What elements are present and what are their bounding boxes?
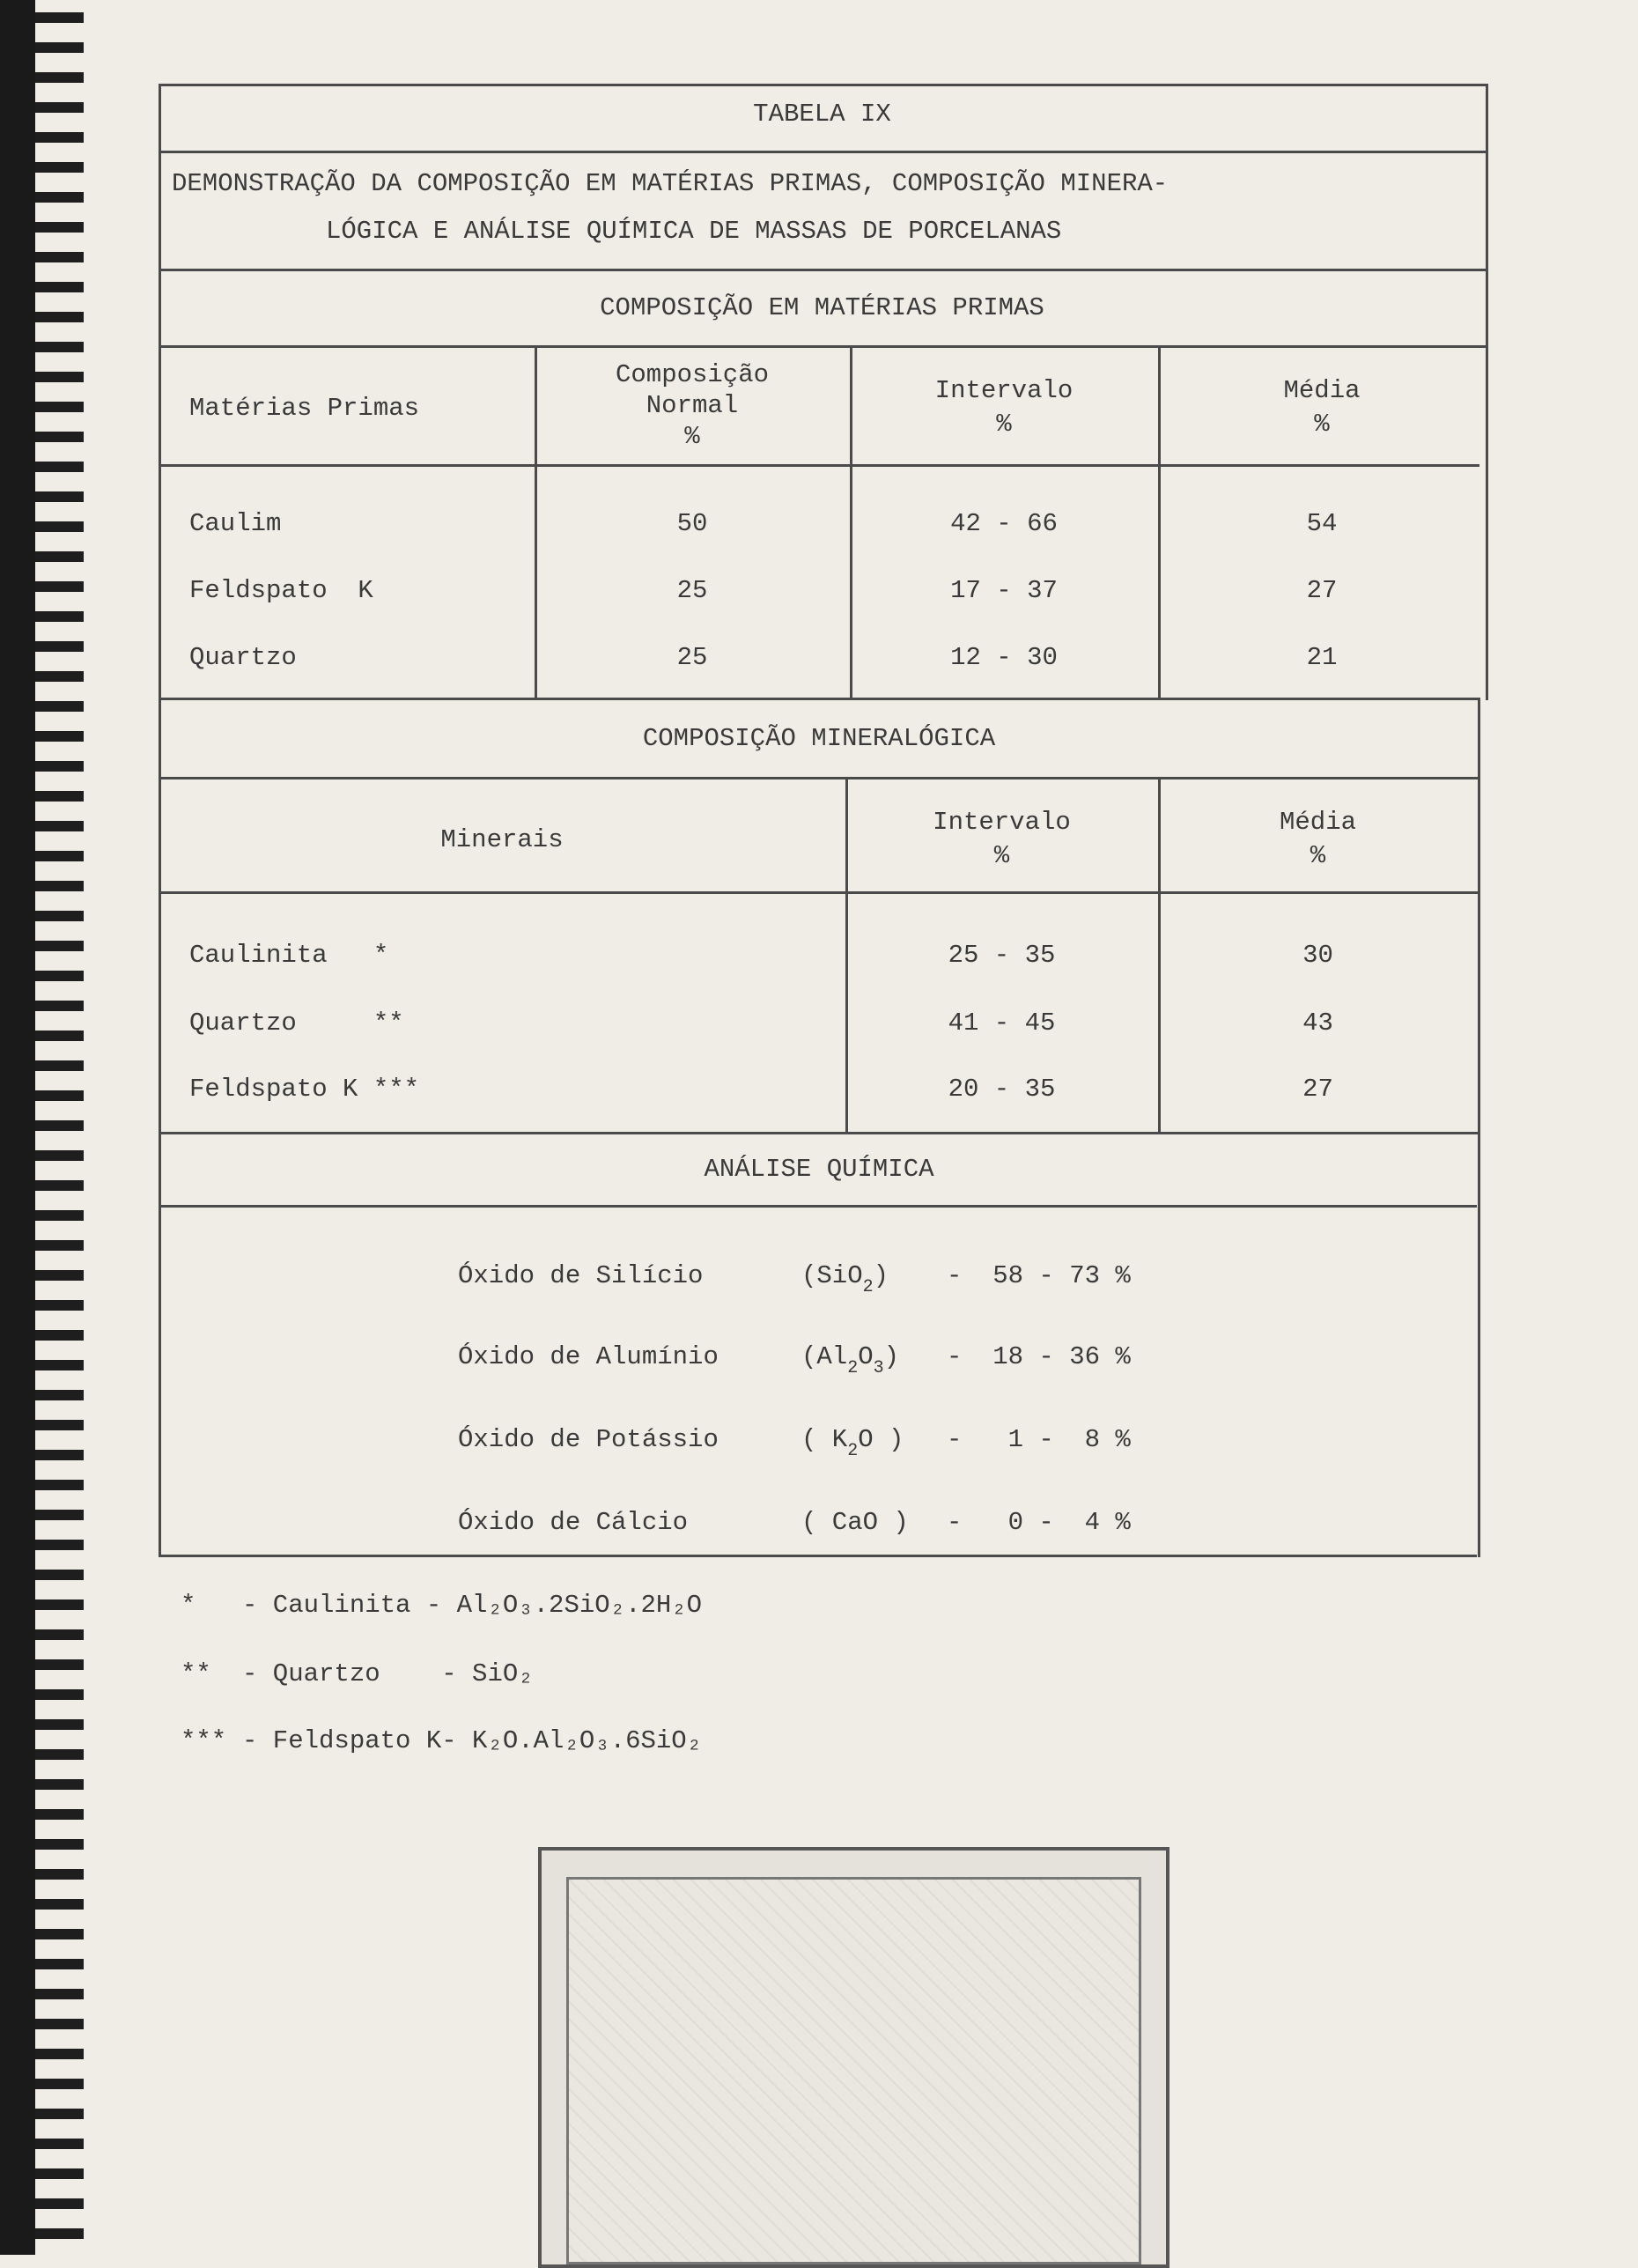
footnote-text: - Caulinita - Al₂O₃.2SiO₂.2H₂O [242,1591,703,1620]
row-mean: 21 [1306,643,1338,672]
row-name: Feldspato K *** [189,1075,420,1104]
chem-formula [801,1342,899,1378]
chem-range: - 18 - 36 % [947,1342,1131,1371]
header-text: Composição [615,360,770,389]
chem-range: - 1 - 8 % [947,1425,1131,1454]
formula-part: ( K [801,1425,848,1454]
row-mean: 43 [1302,1008,1333,1038]
row-mean: 54 [1306,509,1338,538]
formula-sub: 2 [847,1358,859,1378]
chem-range: - 0 - 4 % [947,1508,1131,1537]
col-header-mean [1158,374,1486,441]
col-header-interval [850,374,1158,441]
row-normal: 50 [676,509,708,538]
row-mean: 27 [1306,576,1338,605]
table-title: TABELA IX [753,100,891,129]
footnote-text: - Quartzo - SiO₂ [242,1659,534,1688]
formula-part: (Al [801,1342,848,1371]
header-text: % [1310,841,1326,870]
formula-part: ) [883,1342,900,1371]
row-name: Quartzo ** [189,1008,404,1038]
row-mean: 27 [1302,1075,1333,1104]
formula-part: ) [873,1261,889,1290]
footnote-mark: ** [181,1659,211,1688]
row-name: Caulim [189,509,282,538]
chem-name: Óxido de Cálcio [458,1508,689,1537]
formula-part: O [858,1342,874,1371]
formula-sub: 3 [873,1358,884,1378]
header-text: Intervalo [934,376,1074,405]
formula-part: O ) [858,1425,904,1454]
col-header-interval [845,806,1158,873]
chem-name: Óxido de Potássio [458,1425,719,1454]
header-text: % [996,410,1012,439]
chem-formula: ( CaO ) [801,1508,909,1537]
col-header-materials: Matérias Primas [189,394,420,423]
header-text: Normal [646,391,739,420]
chem-range: - 58 - 73 % [947,1261,1131,1290]
section-mineral: COMPOSIÇÃO MINERALÓGICA [642,724,996,753]
chem-formula [801,1261,889,1297]
row-interval: 41 - 45 [948,1008,1056,1038]
row-mean: 30 [1302,941,1333,970]
row-interval: 17 - 37 [950,576,1058,605]
table-subtitle-1: DEMONSTRAÇÃO DA COMPOSIÇÃO EM MATÉRIAS PRIMAS, COMPOSIÇÃO MINERA- [172,169,1169,198]
header-text: Média [1283,376,1361,405]
section-raw-materials: COMPOSIÇÃO EM MATÉRIAS PRIMAS [600,293,1044,322]
row-name: Caulinita * [189,941,389,970]
header-text: % [993,841,1010,870]
row-interval: 42 - 66 [950,509,1058,538]
footnote-text: - Feldspato K- K₂O.Al₂O₃.6SiO₂ [242,1726,703,1755]
footnote-mark: * [181,1591,196,1620]
row-name: Feldspato K [189,576,373,605]
chem-name: Óxido de Silício [458,1261,704,1290]
row-name: Quartzo [189,643,297,672]
formula-sub: 2 [847,1441,859,1461]
header-text: Média [1279,808,1356,837]
row-interval: 12 - 30 [950,643,1058,672]
chem-formula [801,1425,904,1461]
header-text: Intervalo [933,808,1071,837]
col-header-normal [535,359,850,452]
row-interval: 20 - 35 [948,1075,1056,1104]
row-interval: 25 - 35 [948,941,1056,970]
section-chemical: ANÁLISE QUÍMICA [704,1155,934,1184]
table-subtitle-2: LÓGICA E ANÁLISE QUÍMICA DE MASSAS DE PORCELANAS [326,217,1062,246]
formula-sub: 2 [862,1277,874,1297]
header-text: % [1314,410,1330,439]
header-text: % [684,422,700,451]
row-normal: 25 [676,576,708,605]
porcelain-photo [538,1847,1169,2268]
spiral-binding [0,0,84,2255]
row-normal: 25 [676,643,708,672]
formula-part: (SiO [801,1261,863,1290]
footnote-mark: *** [181,1726,227,1755]
col-header-minerals: Minerais [440,825,564,854]
chem-name: Óxido de Alumínio [458,1342,719,1371]
photo-image [566,1877,1141,2264]
col-header-mean [1158,806,1478,873]
